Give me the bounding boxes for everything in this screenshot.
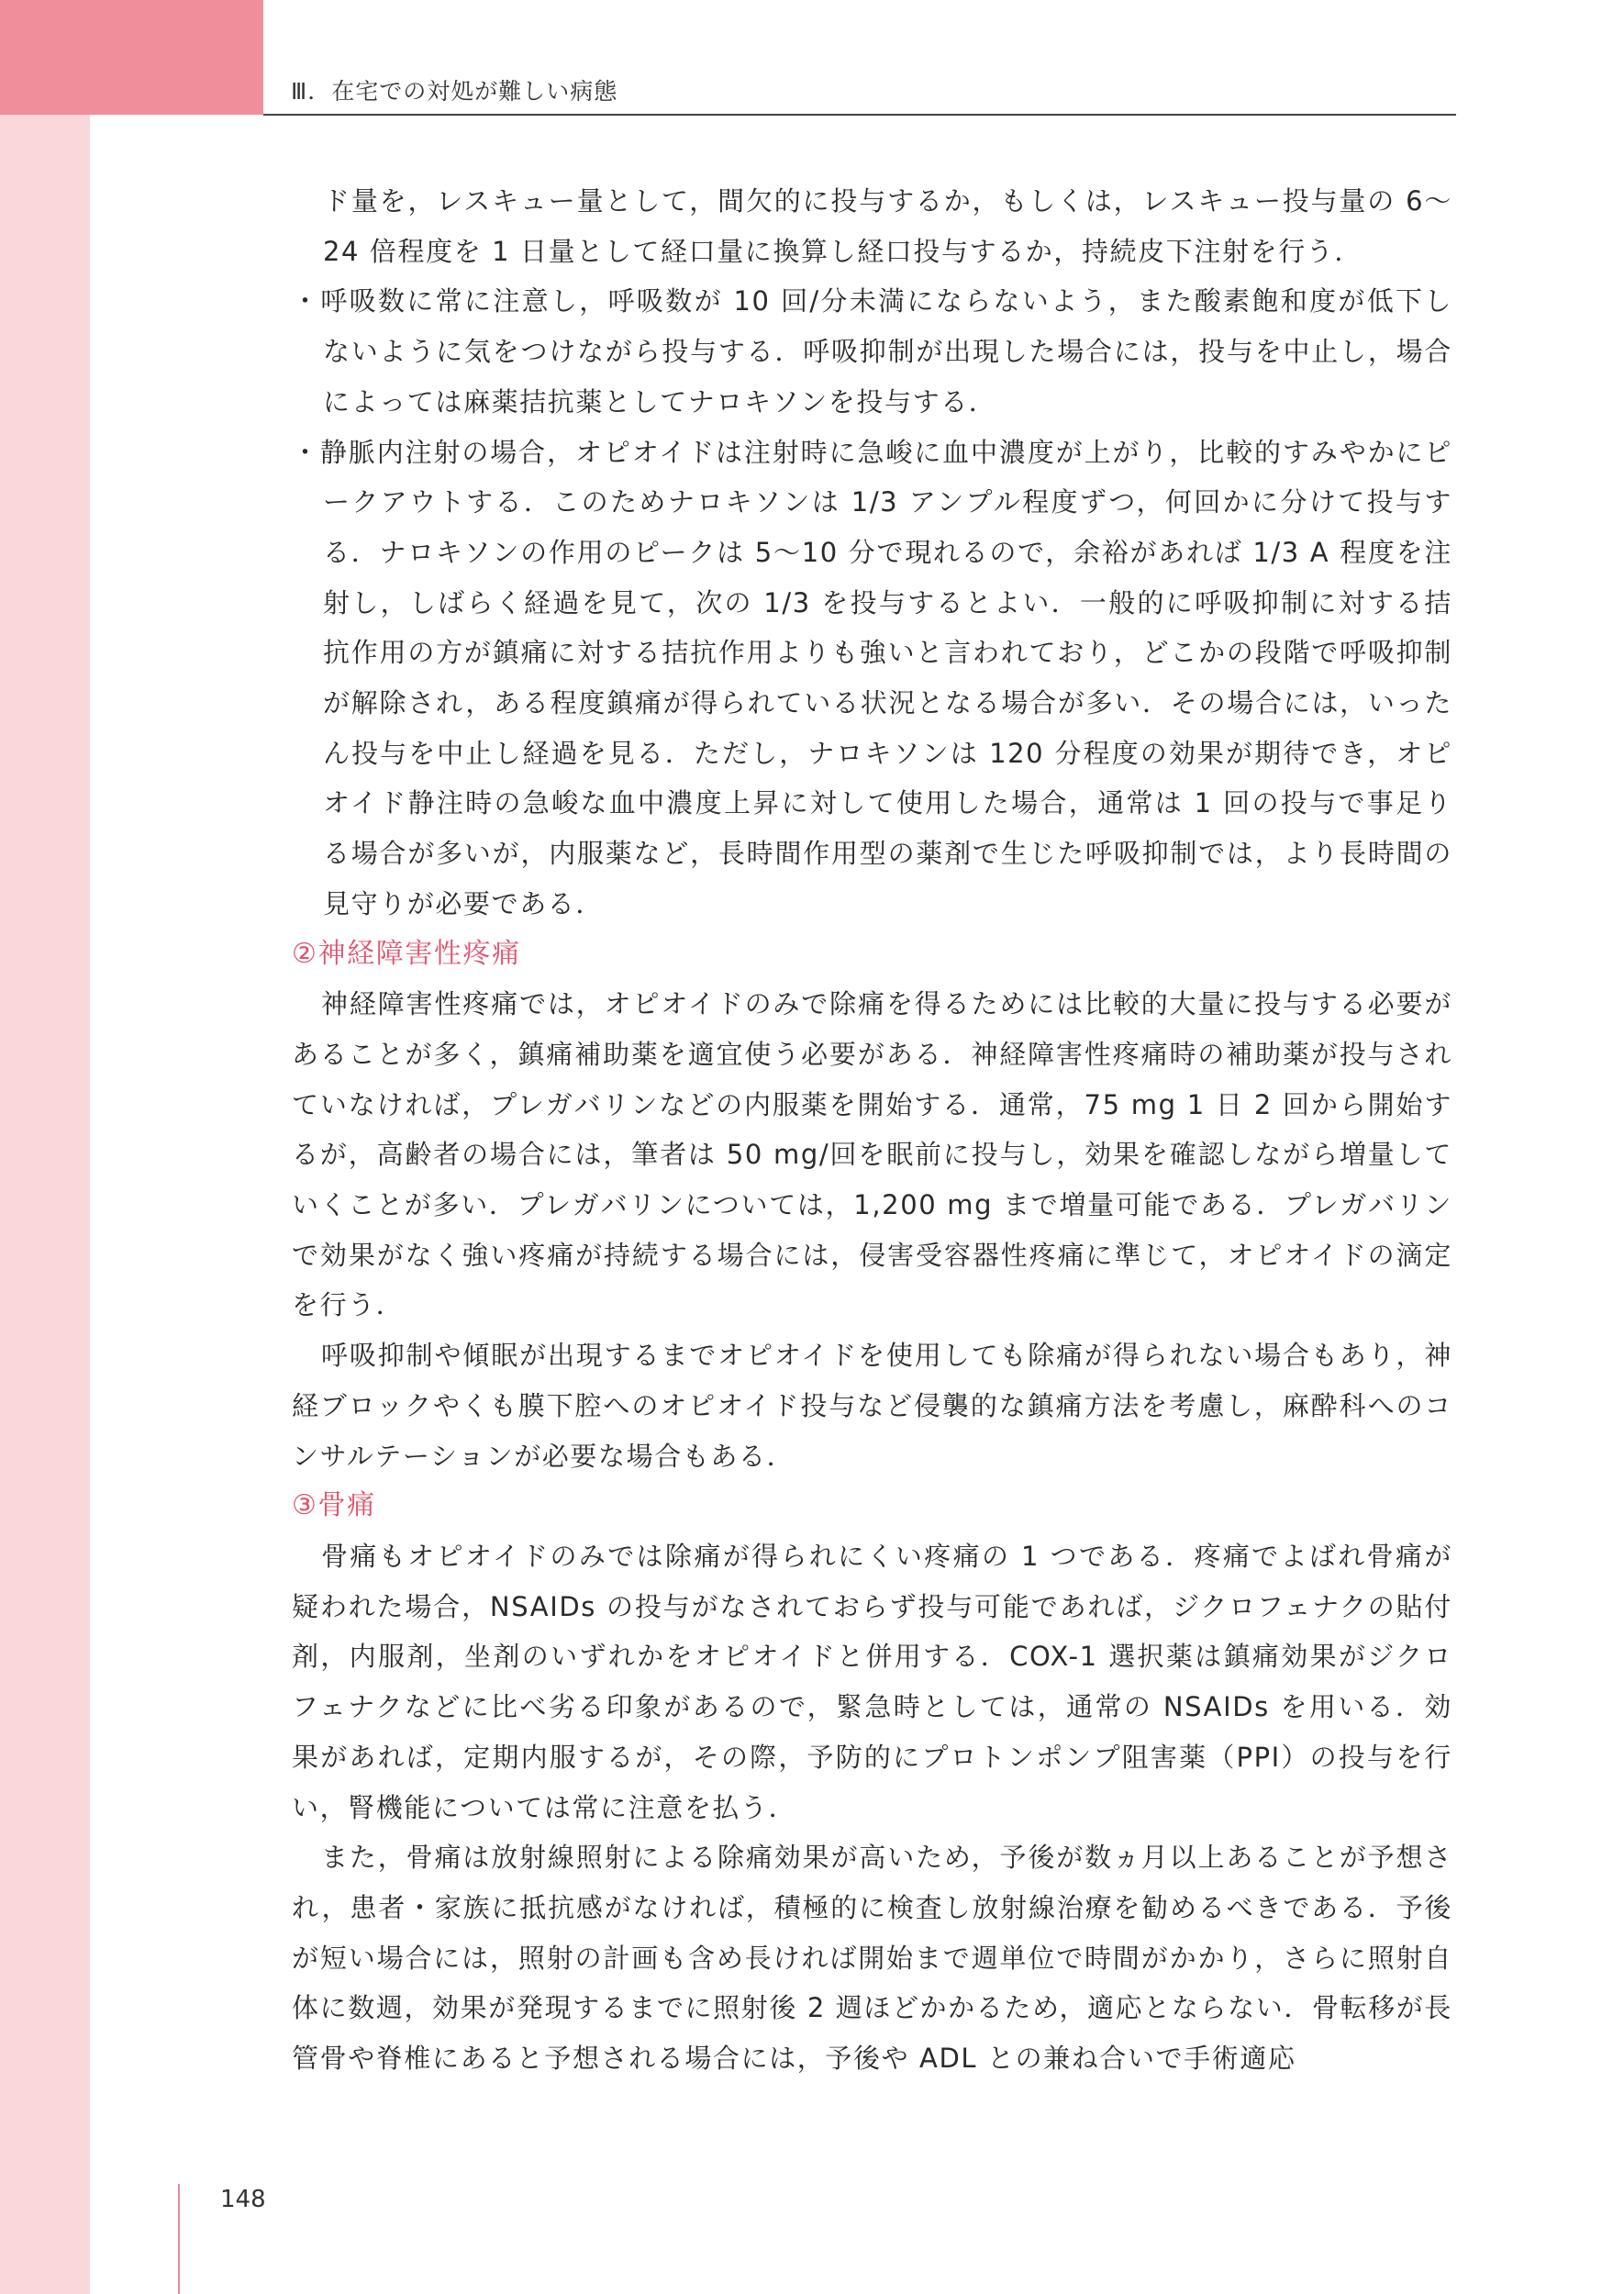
chapter-header: Ⅲ．在宅での対処が難しい病態 (291, 78, 618, 105)
chapter-tab (0, 0, 263, 115)
section-heading: ③骨痛 (292, 1489, 376, 1522)
footer-rule (178, 2184, 180, 2294)
paragraph: 呼吸抑制や傾眠が出現するまでオピオイドを使用しても除痛が得られない場合もあり，神経ブロックやくも膜下腔へのオピオイド投与など侵襲的な鎮痛方法を考慮し，麻酔科へのコンサルテーションが必要な場合もある． (292, 1340, 1452, 1472)
bullet-item: ・呼吸数に常に注意し，呼吸数が 10 回/分未満にならないよう，また酸素飽和度が低下しないように気をつけながら投与する．呼吸抑制が出現した場合には，投与を中止し，場合によっては麻薬拮抗薬としてナロキソンを投与する． (292, 285, 1452, 418)
header-rule (263, 114, 1456, 116)
page-number: 148 (220, 2186, 266, 2213)
paragraph: 神経障害性疼痛では，オピオイドのみで除痛を得るためには比較的大量に投与する必要があることが多く，鎮痛補助薬を適宜使う必要がある．神経障害性疼痛時の補助薬が投与されていなければ，プレガバリンなどの内服薬を開始する．通常，75 mg 1 日 2 回から開始するが，高齢者の場合には，筆者は 50 mg/回を眠前に投与し，効果を確認しながら増量していくことが多い．プレガバリンについては，1,200 mg まで増量可能である．プレガバリンで効果がなく強い疼痛が持続する場合には，侵害受容器性疼痛に準じて，オピオイドの滴定を行う． (292, 988, 1452, 1321)
side-color-strip (0, 115, 90, 2294)
bullet-item: ・静脈内注射の場合，オピオイドは注射時に急峻に血中濃度が上がり，比較的すみやかにピークアウトする．このためナロキソンは 1/3 アンプル程度ずつ，何回かに分けて投与する．ナロキソンの作用のピークは 5〜10 分で現れるので，余裕があれば 1/3 A 程度を注射し，しばらく経過を見て，次の 1/3 を投与するとよい．一般的に呼吸抑制に対する拮抗作用の方が鎮痛に対する拮抗作用よりも強いと言われており，どこかの段階で呼吸抑制が解除され，ある程度鎮痛が得られている状況となる場合が多い．その場合には，いったん投与を中止し経過を見る．ただし，ナロキソンは 120 分程度の効果が期待でき，オピオイド静注時の急峻な血中濃度上昇に対して使用した場合，通常は 1 回の投与で事足りる場合が多いが，内服薬など，長時間作用型の薬剤で生じた呼吸抑制では，より長時間の見守りが必要である． (292, 436, 1452, 919)
paragraph-continuation: ド量を，レスキュー量として，間欠的に投与するか，もしくは，レスキュー投与量の 6〜24 倍程度を 1 日量として経口量に換算し経口投与するか，持続皮下注射を行う． (323, 185, 1452, 267)
paragraph: また，骨痛は放射線照射による除痛効果が高いため，予後が数ヵ月以上あることが予想され，患者・家族に抵抗感がなければ，積極的に検査し放射線治療を勧めるべきである．予後が短い場合には，照射の計画も含め長ければ開始まで週単位で時間がかかり，さらに照射自体に数週，効果が発現するまでに照射後 2 週ほどかかるため，適応とならない．骨転移が長管骨や脊椎にあると予想される場合には，予後や ADL との兼ね合いで手術適応 (292, 1842, 1452, 2075)
section-heading: ②神経障害性疼痛 (292, 937, 521, 970)
paragraph: 骨痛もオピオイドのみでは除痛が得られにくい疼痛の 1 つである．疼痛でよばれ骨痛が疑われた場合，NSAIDs の投与がなされておらず投与可能であれば，ジクロフェナクの貼付剤，内服剤，坐剤のいずれかをオピオイドと併用する．COX-1 選択薬は鎮痛効果がジクロフェナクなどに比べ劣る印象があるので，緊急時としては，通常の NSAIDs を用いる．効果があれば，定期内服するが，その際，予防的にプロトンポンプ阻害薬（PPI）の投与を行い，腎機能については常に注意を払う． (292, 1540, 1452, 1823)
main-text (292, 176, 1452, 2084)
